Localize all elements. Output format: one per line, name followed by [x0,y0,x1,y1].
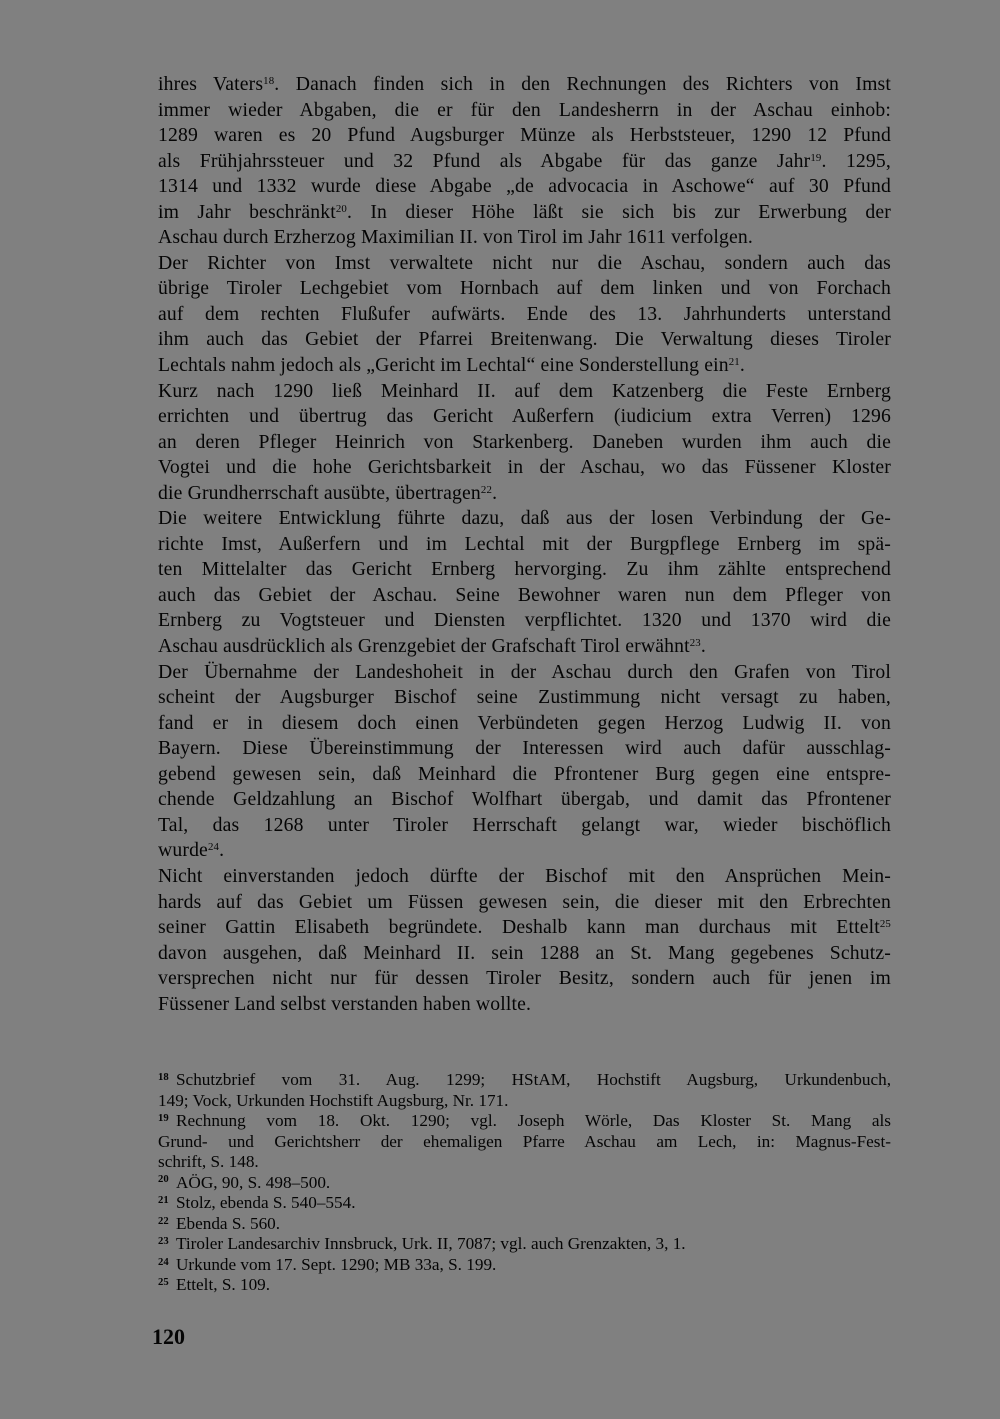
footnote-line: 25 Ettelt, S. 109. [158,1275,271,1295]
footnote-line: schrift, S. 148. [158,1152,259,1172]
text-line: seiner Gattin Elisabeth begründete. Deshalb kann man durchaus mit Ettelt$^{25}$ [158,916,891,939]
footnote-line: 24 Urkunde vom 17. Sept. 1290; MB 33a, S. 199. [158,1254,497,1274]
text-line: übrige Tiroler Lechgebiet vom Hornbach auf dem linken und von Forchach [158,277,891,300]
text-line: Ernberg zu Vogtsteuer und Diensten verpflichtet. 1320 und 1370 wird die [158,609,891,632]
text-line: Kurz nach 1290 ließ Meinhard II. auf dem Katzenberg die Feste Ernberg [158,379,891,402]
text-line: ten Mittelalter das Gericht Ernberg hervorging. Zu ihm zählte entsprechend [158,558,891,581]
text-line: versprechen nicht nur für dessen Tiroler Besitz, sondern auch für jenen im [158,967,891,990]
footnote-line: 20 AÖG, 90, S. 498–500. [158,1172,331,1192]
text-line: 1289 waren es 20 Pfund Augsburger Münze als Herbststeuer, 1290 12 Pfund [158,124,891,147]
text-line: 1314 und 1332 wurde diese Abgabe „de advocacia in Aschowe“ auf 30 Pfund [158,175,891,198]
text-line: Der Richter von Imst verwaltete nicht nur die Aschau, sondern auch das [158,251,891,274]
text-line: im Jahr beschränkt$^{20}$. In dieser Höhe läßt sie sich bis zur Erwerbung der [158,200,891,223]
text-line: Aschau ausdrücklich als Grenzgebiet der Grafschaft Tirol erwähnt$^{23}$. [158,635,706,658]
text-line: richte Imst, Außerfern und im Lechtal mit der Burgpflege Ernberg im spä- [158,532,891,555]
text-line: davon ausgehen, daß Meinhard II. sein 1288 an St. Mang gegebenes Schutz- [158,941,891,964]
text-line: Bayern. Diese Übereinstimmung der Interessen wird auch dafür ausschlag- [158,737,891,760]
footnote-ref: 21 [728,356,740,369]
text-line: chende Geldzahlung an Bischof Wolfhart übergab, und damit das Pfrontener [158,788,891,811]
footnote-ref: 24 [207,841,220,854]
footnote-line: 18 Schutzbrief vom 31. Aug. 1299; HStAM, Hochstift Augsburg, Urkundenbuch, [158,1070,891,1089]
footnote-ref: 23 [689,637,701,650]
footnote-ref: 18 [263,75,275,88]
text-line: Die weitere Entwicklung führte dazu, daß aus der losen Verbindung der Ge- [158,507,891,530]
text-line: auf dem rechten Flußufer aufwärts. Ende des 13. Jahrhunderts unterstand [158,302,891,325]
text-line: immer wieder Abgaben, die er für den Landesherrn in der Aschau einhob: [158,98,891,121]
text-line: Aschau durch Erzherzog Maximilian II. von Tirol im Jahr 1611 verfolgen. [158,226,753,249]
footnote-line: 149; Vock, Urkunden Hochstift Augsburg, Nr. 171. [158,1090,509,1110]
footnote-line: 21 Stolz, ebenda S. 540–554. [158,1193,356,1213]
text-line: Tal, das 1268 unter Tiroler Herrschaft gelangt war, wieder bischöflich [158,813,891,836]
text-line: fand er in diesem doch einen Verbündeten gegen Herzog Ludwig II. von [158,711,891,734]
footnote-line: Grund- und Gerichtsherr der ehemaligen Pfarre Aschau am Lech, in: Magnus-Fest- [158,1131,891,1151]
text-line: gebend gewesen sein, daß Meinhard die Pfrontener Burg gegen eine entspre- [158,762,891,785]
text-line: ihres Vaters$^{18}$. Danach finden sich in den Rechnungen des Richters von Imst [158,73,891,95]
text-line: auch das Gebiet der Aschau. Seine Bewohner waren nun dem Pfleger von [158,583,891,606]
text-line: die Grundherrschaft ausübte, übertragen$^{22}$. [158,481,498,504]
footnote-line: 22 Ebenda S. 560. [158,1213,281,1233]
text-line: scheint der Augsburger Bischof seine Zustimmung nicht versagt zu haben, [158,686,891,709]
text-line: errichten und übertrug das Gericht Außerfern (iudicium extra Verren) 1296 [158,405,891,428]
text-line: Füssener Land selbst verstanden haben wollte. [158,992,532,1015]
main-text [158,72,891,1017]
text-line: Nicht einverstanden jedoch dürfte der Bischof mit den Ansprüchen Mein- [158,864,891,887]
footnote-line: 23 Tiroler Landesarchiv Innsbruck, Urk. II, 7087; vgl. auch Grenzakten, 3, 1. [158,1234,686,1254]
text-line: Vogtei und die hohe Gerichtsbarkeit in der Aschau, wo das Füssener Kloster [158,456,891,479]
footnote-ref: 22 [480,483,493,496]
footnote-ref: 19 [810,151,822,164]
page-number: 120 [152,1324,185,1349]
text-line: hards auf das Gebiet um Füssen gewesen sein, die dieser mit den Erbrechten [158,890,891,913]
text-line: als Frühjahrssteuer und 32 Pfund als Abgabe für das ganze Jahr$^{19}$. 1295, [158,149,891,172]
text-line: an deren Pfleger Heinrich von Starkenberg. Daneben wurden ihm auch die [158,430,891,453]
text-line: Lechtals nahm jedoch als „Gericht im Lechtal“ eine Sonderstellung ein$^{21}$. [158,354,745,377]
footnote-ref: 20 [335,202,347,215]
text-line: ihm auch das Gebiet der Pfarrei Breitenwang. Die Verwaltung dieses Tiroler [158,328,891,351]
footnotes [158,1070,891,1296]
text-line: wurde$^{24}$. [158,839,225,862]
footnote-line: 19 Rechnung vom 18. Okt. 1290; vgl. Joseph Wörle, Das Kloster St. Mang als [158,1111,891,1131]
footnote-ref: 25 [879,918,891,931]
text-line: Der Übernahme der Landeshoheit in der Aschau durch den Grafen von Tirol [158,660,891,683]
